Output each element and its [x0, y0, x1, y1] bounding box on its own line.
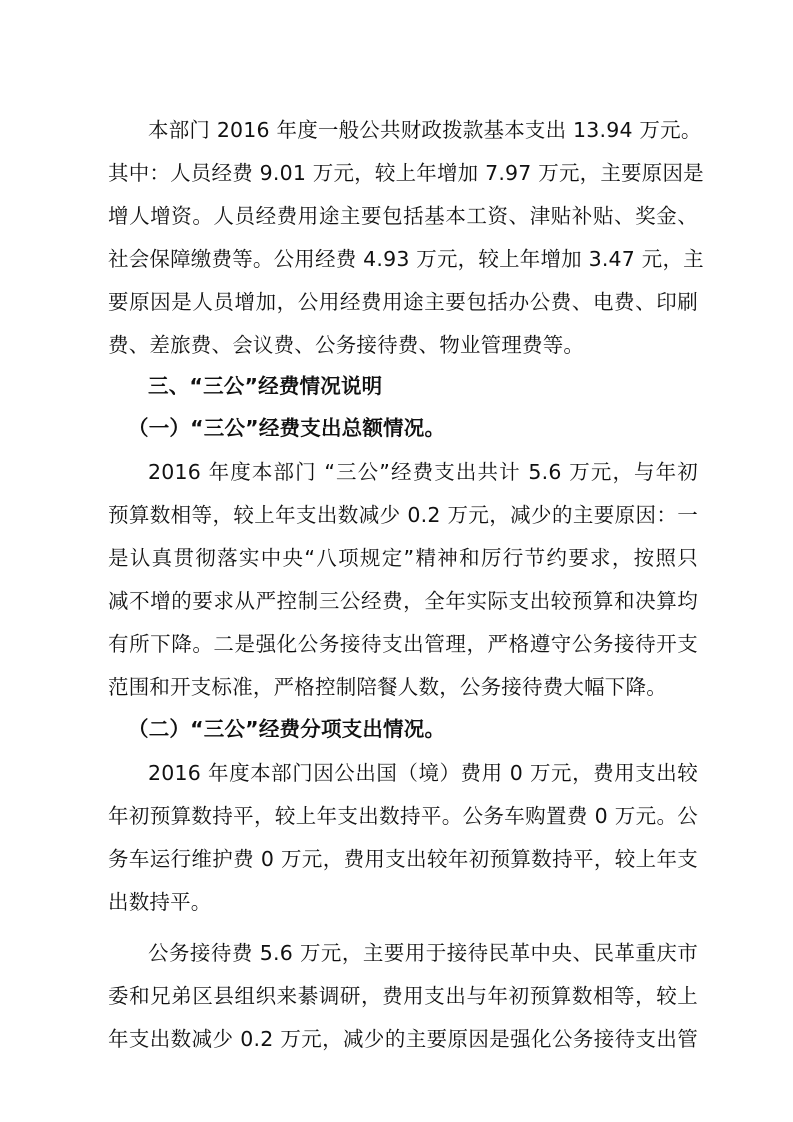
section-heading: 三、“三公”经费情况说明	[148, 374, 383, 398]
paragraph-line: 出数持平。	[108, 890, 212, 914]
paragraph-line: 年初预算数持平，较上年支出数持平。公务车购置费 0 万元。公	[108, 804, 698, 828]
paragraph-line: 本部门 2016 年度一般公共财政拨款基本支出 13.94 万元。	[148, 118, 702, 142]
paragraph-line: 要原因是人员增加，公用经费用途主要包括办公费、电费、印刷	[108, 290, 698, 314]
paragraph-line: 公务接待费 5.6 万元，主要用于接待民革中央、民革重庆市	[148, 941, 698, 965]
paragraph-line: 费、差旅费、会议费、公务接待费、物业管理费等。	[108, 333, 585, 357]
paragraph-line: 是认真贯彻落实中央“八项规定”精神和厉行节约要求，按照只	[108, 546, 698, 570]
subsection-heading: （一）“三公”经费支出总额情况。	[128, 416, 446, 440]
paragraph-line: 委和兄弟区县组织来綦调研，费用支出与年初预算数相等，较上	[108, 984, 698, 1008]
paragraph-line: 预算数相等，较上年支出数减少 0.2 万元，减少的主要原因：一	[108, 503, 698, 527]
paragraph-line: 范围和开支标准，严格控制陪餐人数，公务接待费大幅下降。	[108, 675, 667, 699]
paragraph-line: 2016 年度本部门因公出国（境）费用 0 万元，费用支出较	[148, 761, 698, 785]
paragraph-line: 2016 年度本部门 “三公”经费支出共计 5.6 万元，与年初	[148, 460, 698, 484]
paragraph-line: 有所下降。二是强化公务接待支出管理，严格遵守公务接待开支	[108, 632, 698, 656]
paragraph-line: 年支出数减少 0.2 万元，减少的主要原因是强化公务接待支出管	[108, 1027, 698, 1051]
paragraph-line: 增人增资。人员经费用途主要包括基本工资、津贴补贴、奖金、	[108, 204, 698, 228]
subsection-heading: （二）“三公”经费分项支出情况。	[128, 717, 446, 741]
paragraph-line: 其中：人员经费 9.01 万元，较上年增加 7.97 万元，主要原因是	[108, 161, 704, 185]
paragraph-line: 社会保障缴费等。公用经费 4.93 万元，较上年增加 3.47 元，主	[108, 247, 704, 271]
paragraph-line: 务车运行维护费 0 万元，费用支出较年初预算数持平，较上年支	[108, 847, 698, 871]
paragraph-line: 减不增的要求从严控制三公经费，全年实际支出较预算和决算均	[108, 589, 698, 613]
